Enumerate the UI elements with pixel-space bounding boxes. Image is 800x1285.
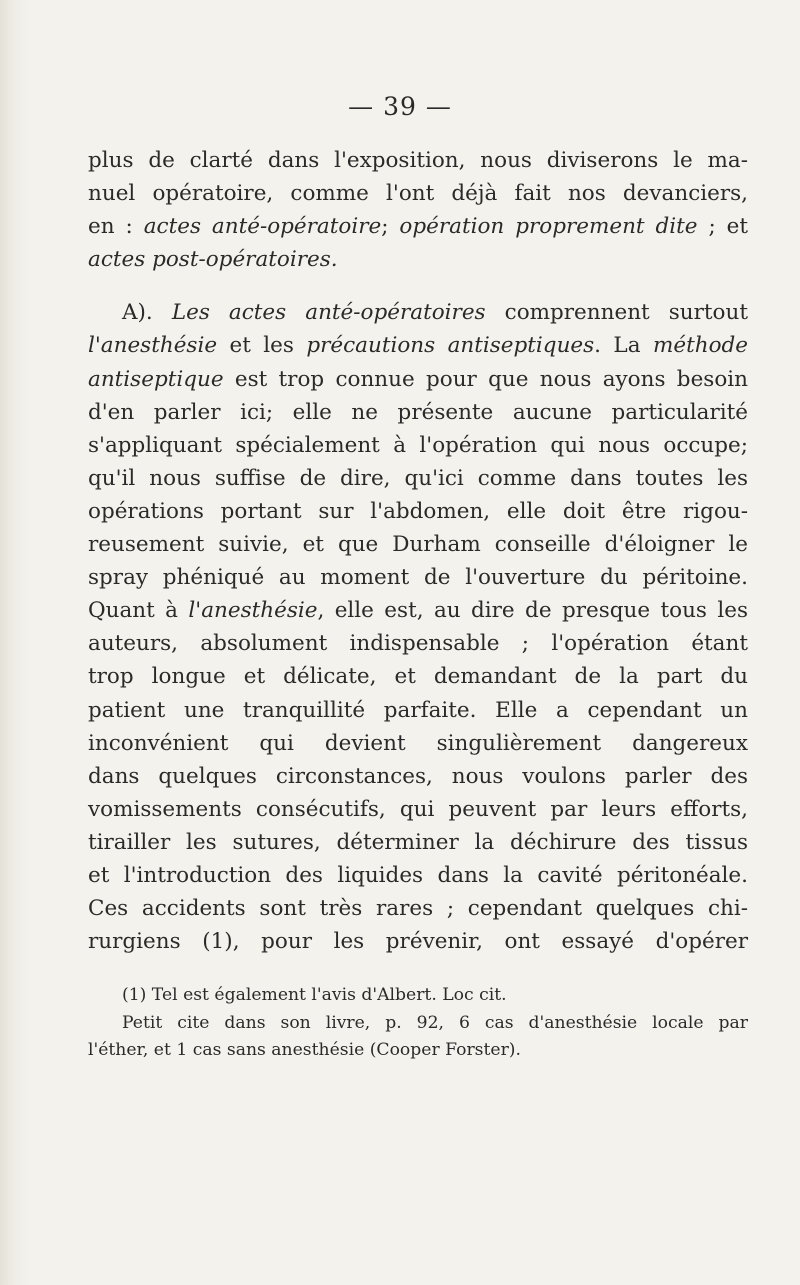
footnote-line: Petit cite dans son livre, p. 92, 6 cas d'anesthésie locale par	[122, 1012, 748, 1033]
text-line: A). Les actes anté-opératoires comprennent surtout	[122, 300, 748, 326]
text-line: opérations portant sur l'abdomen, elle doit être rigou-	[88, 498, 748, 524]
text-line: auteurs, absolument indispensable ; l'opération étant	[88, 631, 748, 657]
text-line: reusement suivie, et que Durham conseille d'éloigner le	[88, 532, 748, 558]
text-line: et l'introduction des liquides dans la cavité péritonéale.	[88, 862, 748, 888]
text-line: tirailler les sutures, déterminer la déchirure des tissus	[88, 829, 748, 855]
text-line: vomissements consécutifs, qui peuvent par leurs efforts,	[88, 796, 748, 822]
footnote-line: (1) Tel est également l'avis d'Albert. Loc cit.	[122, 985, 507, 1006]
text-line: Quant à l'anesthésie, elle est, au dire de presque tous les	[88, 598, 748, 624]
text-line: inconvénient qui devient singulièrement dangereux	[88, 730, 748, 756]
text-line: spray phéniqué au moment de l'ouverture du péritoine.	[88, 565, 748, 591]
text-line: patient une tranquillité parfaite. Elle a cependant un	[88, 697, 748, 723]
paragraph	[88, 144, 748, 276]
text-line: trop longue et délicate, et demandant de la part du	[88, 664, 748, 690]
text-line: antiseptique est trop connue pour que nous ayons besoin	[88, 366, 748, 392]
page-number: — 39 —	[348, 92, 452, 121]
text-line: s'appliquant spécialement à l'opération qui nous occupe;	[88, 432, 748, 458]
page-body	[88, 144, 748, 1065]
paragraph	[88, 296, 748, 958]
text-line: en : actes anté-opératoire; opération proprement dite ; et	[88, 214, 749, 240]
text-line: qu'il nous suffise de dire, qu'ici comme dans toutes les	[88, 465, 748, 491]
text-line: d'en parler ici; elle ne présente aucune particularité	[88, 399, 748, 425]
text-line: dans quelques circonstances, nous voulons parler des	[88, 763, 748, 789]
footnote-line: l'éther, et 1 cas sans anesthésie (Cooper Forster).	[88, 1040, 521, 1061]
text-line: nuel opératoire, comme l'ont déjà fait nos devanciers,	[88, 181, 748, 207]
text-line: Ces accidents sont très rares ; cependant quelques chi-	[88, 896, 748, 922]
footnote	[88, 982, 748, 1065]
text-line: plus de clarté dans l'exposition, nous diviserons le ma-	[88, 148, 748, 173]
text-line: rurgiens (1), pour les prévenir, ont essayé d'opérer	[88, 929, 748, 955]
text-line: l'anesthésie et les précautions antiseptiques. La méthode	[88, 333, 748, 359]
text-line: actes post-opératoires.	[88, 247, 338, 273]
page-binding-edge	[0, 0, 30, 1285]
